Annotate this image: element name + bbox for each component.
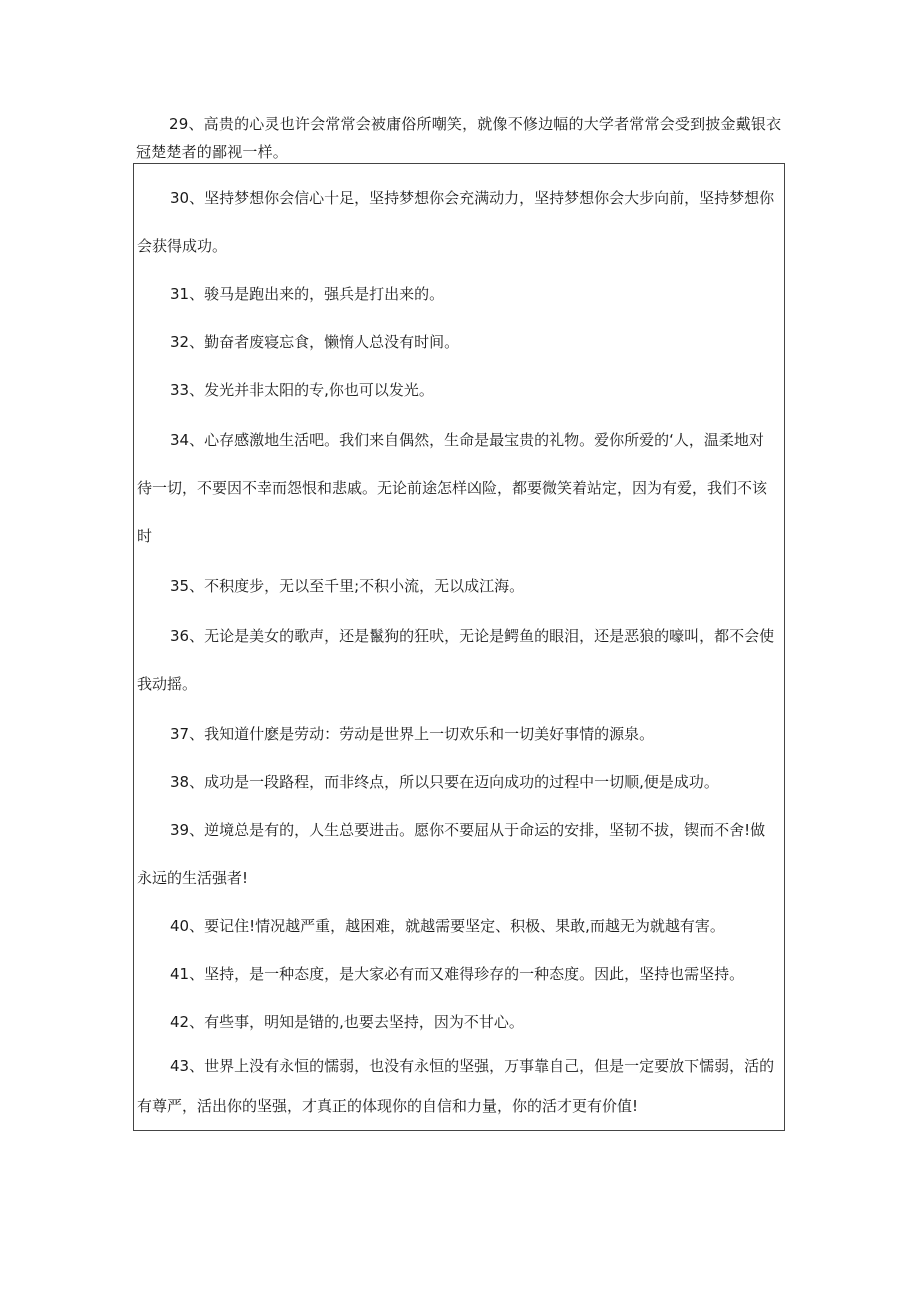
quote-34-line-1: 34、心存感激地生活吧。我们来自偶然，生命是最宝贵的礼物。爱你所爱的‘人，温柔地对 [170, 431, 764, 449]
quote-43-line-2: 有尊严，活出你的坚强，才真正的体现你的自信和力量，你的活才更有价值! [137, 1097, 639, 1115]
quote-42 [137, 998, 524, 1046]
quote-35 [137, 562, 524, 610]
intro-line-2: 冠楚楚者的鄙视一样。 [136, 143, 289, 161]
quote-37-line-1: 37、我知道什麽是劳动：劳动是世界上一切欢乐和一切美好事情的源泉。 [170, 725, 655, 743]
quote-37 [137, 710, 654, 758]
quote-38 [137, 758, 719, 806]
quote-30-line-2: 会获得成功。 [137, 237, 228, 255]
quote-42-line-1: 42、有些事，明知是错的,也要去坚持，因为不甘心。 [170, 1013, 524, 1031]
quote-33-line-1: 33、发光并非太阳的专,你也可以发光。 [170, 381, 434, 399]
intro-line-1: 29、高贵的心灵也许会常常会被庸俗所嘲笑，就像不修边幅的大学者常常会受到披金戴银衣 [169, 115, 782, 133]
intro-paragraph [136, 108, 781, 168]
quote-33 [137, 366, 434, 414]
quote-40-line-1: 40、要记住!情况越严重，越困难，就越需要坚定、积极、果敢,而越无为就越有害。 [170, 917, 725, 935]
quote-30-line-1: 30、坚持梦想你会信心十足，坚持梦想你会充满动力，坚持梦想你会大步向前，坚持梦想你 [170, 189, 775, 207]
quote-34 [137, 416, 767, 560]
quote-32 [137, 318, 459, 366]
quote-36-line-2: 我动摇。 [137, 675, 198, 693]
quote-38-line-1: 38、成功是一段路程，而非终点，所以只要在迈向成功的过程中一切顺,便是成功。 [170, 773, 719, 791]
quote-31 [137, 270, 444, 318]
quote-36-line-1: 36、无论是美女的歌声，还是鬣狗的狂吠，无论是鳄鱼的眼泪，还是恶狼的嚎叫，都不会使 [170, 627, 775, 645]
quote-43 [137, 1046, 774, 1126]
quote-34-line-2: 待一切，不要因不幸而怨恨和悲戚。无论前途怎样凶险，都要微笑着站定，因为有爱，我们不该 [137, 479, 768, 497]
quote-30 [137, 174, 774, 270]
quote-39 [137, 806, 765, 902]
quote-39-line-1: 39、逆境总是有的，人生总要进击。愿你不要屈从于命运的安排，坚韧不拔，锲而不舍!做 [170, 821, 766, 839]
quote-41-line-1: 41、坚持，是一种态度，是大家必有而又难得珍存的一种态度。因此，坚持也需坚持。 [170, 965, 745, 983]
quote-40 [137, 902, 725, 950]
quote-35-line-1: 35、不积度步，无以至千里;不积小流，无以成江海。 [170, 577, 525, 595]
quote-31-line-1: 31、骏马是跑出来的，强兵是打出来的。 [170, 285, 445, 303]
quotes-table-cell [133, 163, 785, 1131]
quote-36 [137, 612, 774, 708]
quote-43-line-1: 43、世界上没有永恒的懦弱，也没有永恒的坚强，万事靠自己，但是一定要放下懦弱，活的 [170, 1057, 775, 1075]
quote-34-line-3: 时 [137, 527, 153, 545]
quote-32-line-1: 32、勤奋者废寝忘食，懒惰人总没有时间。 [170, 333, 460, 351]
quote-39-line-2: 永远的生活强者! [137, 869, 249, 887]
quote-41 [137, 950, 744, 998]
